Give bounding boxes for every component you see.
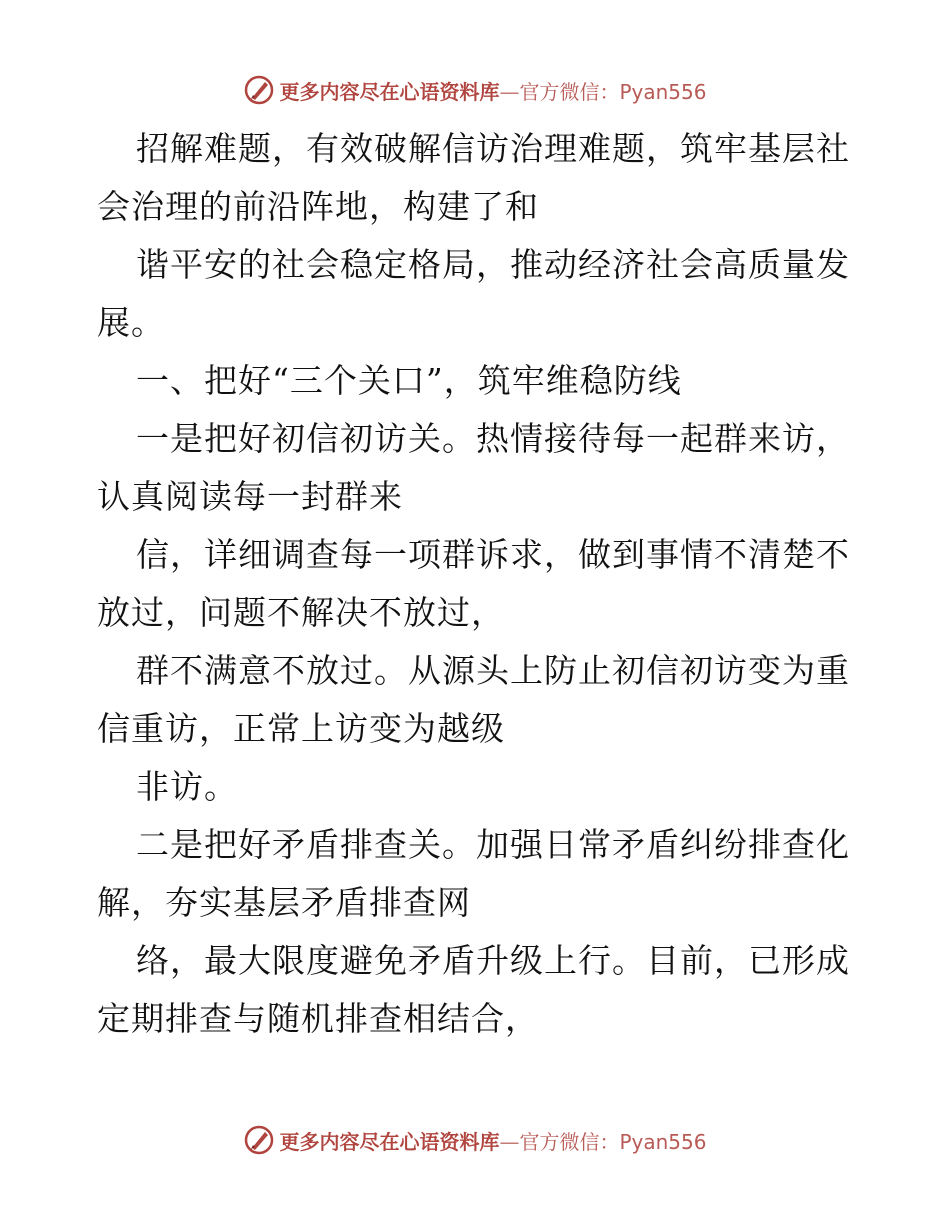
paragraph-line: 信，详细调查每一项群诉求，做到事情不清楚不	[136, 535, 850, 574]
banner-title: 更多内容尽在心语资料库	[279, 79, 500, 104]
paragraph-line: 定期排查与随机排查相结合，	[97, 999, 539, 1038]
paragraph-line: 认真阅读每一封群来	[97, 477, 403, 516]
paragraph-line: 非访。	[136, 767, 238, 806]
paragraph-line: 放过，问题不解决不放过，	[97, 593, 505, 632]
document-body	[97, 120, 857, 1048]
paragraph-line: 解，夯实基层矛盾排查网	[97, 883, 471, 922]
paragraph-line: 群不满意不放过。从源头上防止初信初访变为重	[136, 651, 850, 690]
section-heading: 一、把好“三个关口”，筑牢维稳防线	[136, 361, 682, 400]
paragraph-line: 二是把好矛盾排查关。加强日常矛盾纠纷排查化	[136, 825, 850, 864]
banner-title: 更多内容尽在心语资料库	[279, 1129, 500, 1154]
quill-pen-circle-icon	[243, 1124, 275, 1156]
banner-wechat: 官方微信：Pyan556	[519, 1129, 707, 1154]
banner-wechat: 官方微信：Pyan556	[519, 79, 707, 104]
quill-pen-circle-icon	[243, 74, 275, 106]
paragraph-line: 一是把好初信初访关。热情接待每一起群来访，	[136, 419, 850, 458]
paragraph-line: 信重访，正常上访变为越级	[97, 709, 505, 748]
paragraph-line: 会治理的前沿阵地，构建了和	[97, 187, 539, 226]
banner-dash: —	[499, 1129, 520, 1154]
footer-watermark-banner	[0, 1120, 950, 1160]
header-watermark-banner	[0, 70, 950, 110]
banner-dash: —	[499, 79, 520, 104]
paragraph-line: 招解难题，有效破解信访治理难题，筑牢基层社	[136, 129, 850, 168]
paragraph-line: 谐平安的社会稳定格局，推动经济社会高质量发	[136, 245, 850, 284]
paragraph-line: 展。	[97, 303, 165, 342]
paragraph-line: 络，最大限度避免矛盾升级上行。目前，已形成	[136, 941, 850, 980]
